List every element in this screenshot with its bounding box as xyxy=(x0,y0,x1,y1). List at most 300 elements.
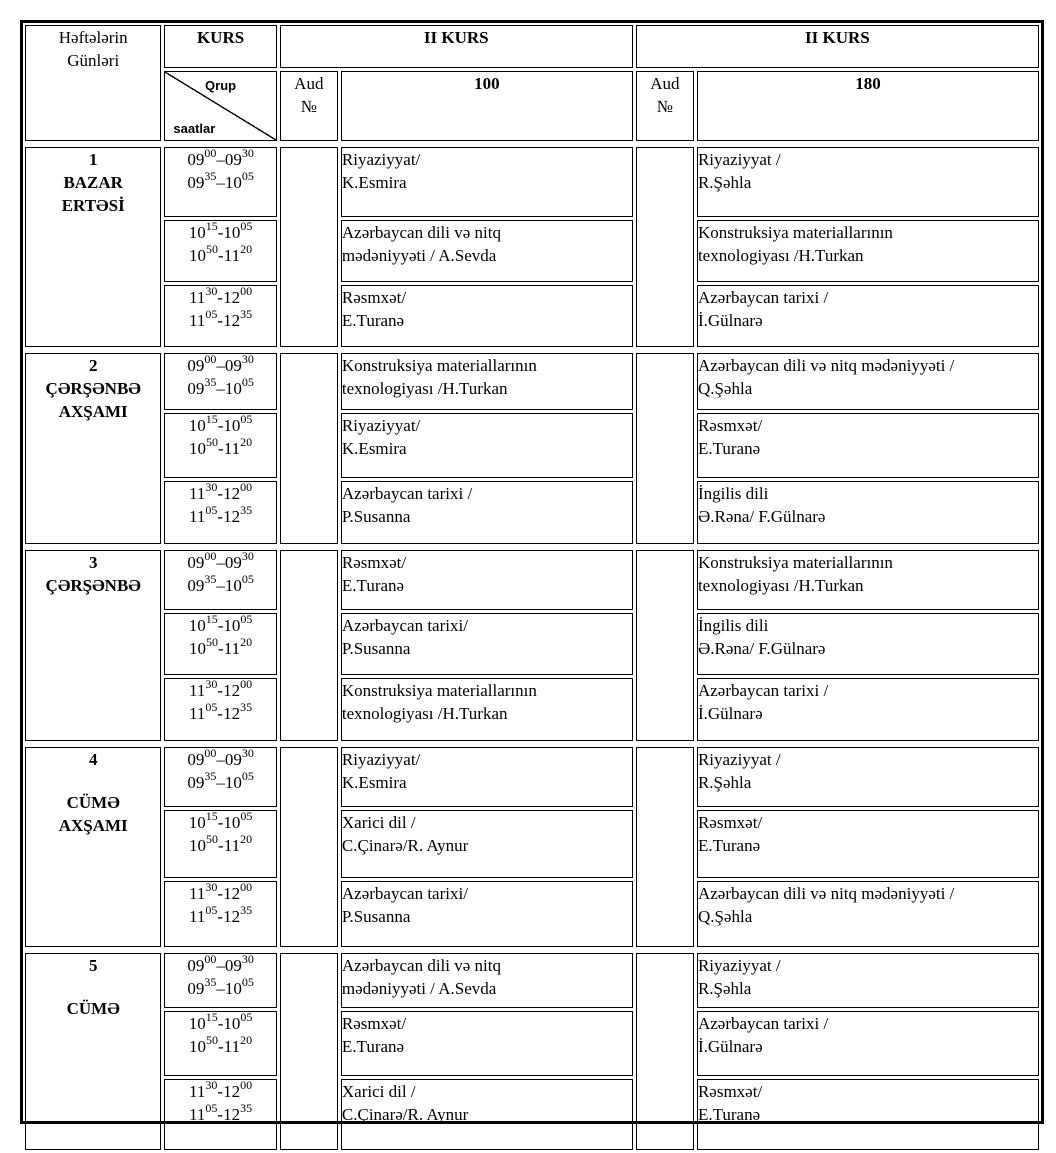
end-hour: 12 xyxy=(223,884,241,903)
schedule-row xyxy=(25,1079,1039,1150)
start-minute: 00 xyxy=(204,746,217,760)
subject-line: Riyaziyyat/ xyxy=(341,416,421,435)
subject-line: Azərbaycan dili və nitq xyxy=(341,223,501,242)
subject-line: Riyaziyyat/ xyxy=(341,150,421,169)
end-minute: 35 xyxy=(240,307,253,321)
subject-line: Konstruksiya materiallarının xyxy=(697,553,893,572)
time-separator: - xyxy=(218,439,224,458)
time-separator: – xyxy=(216,173,225,192)
subject-line: Rəsmxət/ xyxy=(697,416,763,435)
subject-line: texnologiyası /H.Turkan xyxy=(697,576,864,595)
subject-cell-right xyxy=(697,747,1039,807)
time-line xyxy=(165,1035,275,1058)
time-separator: - xyxy=(217,507,224,526)
time-line xyxy=(165,482,275,505)
aud-cell-right xyxy=(636,953,694,1150)
subject-line: P.Susanna xyxy=(341,507,411,526)
time-slot-cell xyxy=(164,220,276,282)
aud-header-left xyxy=(280,71,338,141)
end-minute: 00 xyxy=(240,880,253,894)
time-slot-cell xyxy=(164,413,276,478)
day-number: 3 xyxy=(88,553,98,572)
subject-line: Azərbaycan tarixi / xyxy=(341,484,473,503)
subject-cell-left xyxy=(341,810,633,878)
start-hour: 09 xyxy=(187,173,205,192)
time-line xyxy=(165,1080,275,1103)
end-minute: 35 xyxy=(240,503,253,517)
subject-cell-left xyxy=(341,550,633,610)
schedule-row xyxy=(25,810,1039,878)
subject-cell-right xyxy=(697,413,1039,478)
schedule-row xyxy=(25,220,1039,282)
time-line xyxy=(165,221,275,244)
end-hour: 10 xyxy=(224,773,242,792)
start-minute: 15 xyxy=(205,412,218,426)
day-number: 2 xyxy=(88,356,98,375)
start-hour: 10 xyxy=(189,1037,207,1056)
subject-line: Azərbaycan dili və nitq xyxy=(341,956,501,975)
time-slot-cell xyxy=(164,678,276,741)
time-separator: – xyxy=(216,150,225,169)
end-hour: 12 xyxy=(223,1105,241,1124)
time-separator: – xyxy=(216,773,225,792)
day-cell xyxy=(25,953,161,1150)
subject-cell-left xyxy=(341,285,633,347)
end-hour: 11 xyxy=(223,639,241,658)
end-hour: 12 xyxy=(223,484,241,503)
time-line xyxy=(165,637,275,660)
subject-line: K.Esmira xyxy=(341,439,407,458)
subject-line: E.Turanə xyxy=(341,1037,405,1056)
subject-line: Azərbaycan tarixi / xyxy=(697,681,829,700)
end-hour: 10 xyxy=(224,979,242,998)
header-row-1 xyxy=(25,25,1039,68)
end-minute: 00 xyxy=(240,1078,253,1092)
end-minute: 35 xyxy=(240,1101,253,1115)
aud-cell-left xyxy=(280,147,338,347)
subject-line: Xarici dil / xyxy=(341,1082,416,1101)
end-hour: 10 xyxy=(223,616,241,635)
start-hour: 09 xyxy=(187,576,205,595)
schedule-row xyxy=(25,147,1039,217)
time-line xyxy=(165,309,275,332)
schedule-row xyxy=(25,285,1039,347)
end-minute: 05 xyxy=(240,809,253,823)
start-minute: 00 xyxy=(204,549,217,563)
day-name-line1: ÇƏRŞƏNBƏ xyxy=(45,379,141,398)
start-minute: 15 xyxy=(205,219,218,233)
subject-line: Rəsmxət/ xyxy=(697,813,763,832)
aud-cell-right xyxy=(636,747,694,947)
end-minute: 00 xyxy=(240,677,253,691)
time-slot-cell xyxy=(164,285,276,347)
subject-line: Rəsmxət/ xyxy=(697,1082,763,1101)
start-minute: 05 xyxy=(205,307,218,321)
time-slot-cell xyxy=(164,1079,276,1150)
subject-cell-right xyxy=(697,481,1039,544)
subject-line: Riyaziyyat/ xyxy=(341,750,421,769)
start-hour: 09 xyxy=(187,150,205,169)
time-separator: - xyxy=(218,246,224,265)
time-separator: - xyxy=(217,1105,224,1124)
days-header xyxy=(25,25,161,141)
subject-line: İ.Gülnarə xyxy=(697,311,763,330)
aud-cell-left xyxy=(280,353,338,544)
subject-line: Xarici dil / xyxy=(341,813,416,832)
start-minute: 30 xyxy=(205,1078,218,1092)
time-separator: - xyxy=(217,223,224,242)
time-line xyxy=(165,954,275,977)
start-minute: 15 xyxy=(205,1010,218,1024)
subject-line: Azərbaycan tarixi / xyxy=(697,288,829,307)
course-header-right: II KURS xyxy=(636,25,1039,68)
schedule-row xyxy=(25,747,1039,807)
subject-line: İngilis dili xyxy=(697,484,769,503)
subject-cell-right xyxy=(697,550,1039,610)
end-minute: 35 xyxy=(240,903,253,917)
subject-cell-right xyxy=(697,613,1039,675)
end-minute: 30 xyxy=(241,952,254,966)
time-slot-cell xyxy=(164,1011,276,1076)
subject-line: P.Susanna xyxy=(341,639,411,658)
time-line xyxy=(165,771,275,794)
subject-line: texnologiyası /H.Turkan xyxy=(341,379,508,398)
subject-line: R.Şəhla xyxy=(697,773,752,792)
subject-cell-left xyxy=(341,678,633,741)
time-separator: - xyxy=(217,1014,224,1033)
aud-cell-right xyxy=(636,550,694,741)
start-hour: 10 xyxy=(188,1014,206,1033)
subject-line: Konstruksiya materiallarının xyxy=(341,681,537,700)
subject-line: Azərbaycan dili və nitq mədəniyyəti / xyxy=(697,356,955,375)
end-hour: 10 xyxy=(224,576,242,595)
day-number: 5 xyxy=(88,956,98,975)
schedule-row xyxy=(25,353,1039,410)
start-hour: 09 xyxy=(187,553,205,572)
schedule-row xyxy=(25,953,1039,1008)
start-hour: 10 xyxy=(188,616,206,635)
subject-line: E.Turanə xyxy=(341,311,405,330)
kurs-header: KURS xyxy=(164,25,276,68)
subject-cell-left xyxy=(341,881,633,947)
start-minute: 05 xyxy=(205,1101,218,1115)
end-minute: 05 xyxy=(241,572,254,586)
header-row-2 xyxy=(25,71,1039,141)
end-minute: 30 xyxy=(241,352,254,366)
time-separator: – xyxy=(216,750,225,769)
subject-line: P.Susanna xyxy=(341,907,411,926)
end-minute: 05 xyxy=(240,612,253,626)
time-line xyxy=(165,171,275,194)
subject-line: Q.Şəhla xyxy=(697,379,753,398)
subject-line: Rəsmxət/ xyxy=(341,553,407,572)
time-line xyxy=(165,505,275,528)
subject-line: Q.Şəhla xyxy=(697,907,753,926)
start-hour: 10 xyxy=(188,813,206,832)
time-separator: – xyxy=(216,576,225,595)
time-line xyxy=(165,244,275,267)
time-line xyxy=(165,811,275,834)
time-separator: - xyxy=(217,311,224,330)
subject-line: E.Turanə xyxy=(697,836,761,855)
subject-line: C.Çinarə/R. Aynur xyxy=(341,1105,469,1124)
subject-cell-left xyxy=(341,413,633,478)
time-line xyxy=(165,286,275,309)
time-line xyxy=(165,551,275,574)
time-separator: - xyxy=(217,884,224,903)
aud-cell-right xyxy=(636,353,694,544)
end-minute: 05 xyxy=(240,1010,253,1024)
end-hour: 09 xyxy=(224,150,242,169)
schedule-row xyxy=(25,1011,1039,1076)
day-name-line2: ERTƏSİ xyxy=(61,196,125,215)
time-separator: - xyxy=(217,484,224,503)
day-cell xyxy=(25,147,161,347)
time-separator: - xyxy=(217,907,224,926)
days-header-line1: Həftələrin xyxy=(58,28,128,47)
subject-line: Azərbaycan dili və nitq mədəniyyəti / xyxy=(697,884,955,903)
day-name-line1: CÜMƏ xyxy=(66,793,120,812)
subject-line: İ.Gülnarə xyxy=(697,704,763,723)
subject-cell-left xyxy=(341,1079,633,1150)
end-hour: 10 xyxy=(224,379,242,398)
time-separator: - xyxy=(217,1082,224,1101)
day-spacer xyxy=(26,977,160,997)
start-minute: 05 xyxy=(205,700,218,714)
end-hour: 12 xyxy=(223,907,241,926)
subject-line: mədəniyyəti / A.Sevda xyxy=(341,979,497,998)
end-hour: 11 xyxy=(223,246,241,265)
start-minute: 50 xyxy=(206,832,219,846)
group-header-right: 180 xyxy=(697,71,1039,141)
time-slot-cell xyxy=(164,953,276,1008)
start-hour: 11 xyxy=(189,311,206,330)
subject-line: Rəsmxət/ xyxy=(341,288,407,307)
time-line xyxy=(165,702,275,725)
end-hour: 11 xyxy=(223,1037,241,1056)
subject-line: Riyaziyyat / xyxy=(697,956,781,975)
time-line xyxy=(165,414,275,437)
end-minute: 00 xyxy=(240,284,253,298)
end-minute: 05 xyxy=(241,169,254,183)
time-line xyxy=(165,834,275,857)
subject-cell-right xyxy=(697,1011,1039,1076)
subject-line: R.Şəhla xyxy=(697,979,752,998)
day-number: 1 xyxy=(88,150,98,169)
day-name-line1: CÜMƏ xyxy=(66,999,120,1018)
start-hour: 11 xyxy=(189,681,206,700)
subject-line: E.Turanə xyxy=(341,576,405,595)
end-minute: 35 xyxy=(240,700,253,714)
subject-line: Azərbaycan tarixi / xyxy=(697,1014,829,1033)
aud-cell-right xyxy=(636,147,694,347)
subject-cell-left xyxy=(341,220,633,282)
start-minute: 50 xyxy=(206,242,219,256)
subject-cell-left xyxy=(341,613,633,675)
time-separator: – xyxy=(216,356,225,375)
time-line xyxy=(165,354,275,377)
end-hour: 12 xyxy=(223,704,241,723)
subject-line: E.Turanə xyxy=(697,1105,761,1124)
subject-cell-right xyxy=(697,881,1039,947)
start-minute: 50 xyxy=(206,435,219,449)
hours-label: saatlar xyxy=(173,121,216,136)
end-minute: 20 xyxy=(240,635,253,649)
start-hour: 11 xyxy=(189,907,206,926)
end-hour: 10 xyxy=(224,173,242,192)
start-hour: 09 xyxy=(187,956,205,975)
subject-cell-left xyxy=(341,147,633,217)
day-cell xyxy=(25,353,161,544)
start-hour: 11 xyxy=(189,884,206,903)
start-minute: 15 xyxy=(205,612,218,626)
time-line xyxy=(165,882,275,905)
start-hour: 10 xyxy=(189,639,207,658)
start-hour: 09 xyxy=(187,379,205,398)
start-minute: 00 xyxy=(204,146,217,160)
day-name-line1: ÇƏRŞƏNBƏ xyxy=(45,576,141,595)
days-header-line2: Günləri xyxy=(67,51,120,70)
aud-header-right-line2: № xyxy=(656,97,673,116)
subject-cell-left xyxy=(341,953,633,1008)
start-hour: 10 xyxy=(188,223,206,242)
end-minute: 05 xyxy=(241,769,254,783)
time-line xyxy=(165,437,275,460)
day-cell xyxy=(25,550,161,741)
start-hour: 11 xyxy=(189,1105,206,1124)
subject-cell-right xyxy=(697,353,1039,410)
end-minute: 20 xyxy=(240,435,253,449)
subject-cell-right xyxy=(697,810,1039,878)
start-hour: 11 xyxy=(189,704,206,723)
subject-line: İ.Gülnarə xyxy=(697,1037,763,1056)
time-slot-cell xyxy=(164,353,276,410)
start-hour: 11 xyxy=(189,288,206,307)
start-hour: 09 xyxy=(187,750,205,769)
time-separator: – xyxy=(216,979,225,998)
end-hour: 12 xyxy=(223,1082,241,1101)
time-separator: - xyxy=(218,1037,224,1056)
schedule-row xyxy=(25,613,1039,675)
schedule-row xyxy=(25,678,1039,741)
end-minute: 20 xyxy=(240,832,253,846)
subject-line: mədəniyyəti / A.Sevda xyxy=(341,246,497,265)
end-minute: 20 xyxy=(240,1033,253,1047)
subject-line: R.Şəhla xyxy=(697,173,752,192)
schedule-row xyxy=(25,550,1039,610)
subject-line: İngilis dili xyxy=(697,616,769,635)
time-line xyxy=(165,614,275,637)
start-minute: 00 xyxy=(204,352,217,366)
subject-cell-right xyxy=(697,220,1039,282)
time-line xyxy=(165,148,275,171)
start-minute: 30 xyxy=(205,677,218,691)
start-minute: 35 xyxy=(204,769,217,783)
subject-line: Konstruksiya materiallarının xyxy=(341,356,537,375)
schedule-row xyxy=(25,413,1039,478)
end-minute: 20 xyxy=(240,242,253,256)
schedule-row xyxy=(25,481,1039,544)
subject-line: Riyaziyyat / xyxy=(697,750,781,769)
time-slot-cell xyxy=(164,550,276,610)
subject-line: Ə.Rəna/ F.Gülnarə xyxy=(697,507,826,526)
start-minute: 35 xyxy=(204,975,217,989)
subject-line: Konstruksiya materiallarının xyxy=(697,223,893,242)
end-hour: 10 xyxy=(223,1014,241,1033)
time-slot-cell xyxy=(164,481,276,544)
end-hour: 09 xyxy=(224,956,242,975)
time-slot-cell xyxy=(164,881,276,947)
start-hour: 09 xyxy=(187,356,205,375)
start-hour: 10 xyxy=(189,836,207,855)
subject-cell-right xyxy=(697,147,1039,217)
time-separator: - xyxy=(217,704,224,723)
subject-cell-left xyxy=(341,481,633,544)
day-spacer xyxy=(26,771,160,791)
time-line xyxy=(165,977,275,1000)
subject-line: Azərbaycan tarixi/ xyxy=(341,884,468,903)
time-line xyxy=(165,1012,275,1035)
start-hour: 10 xyxy=(189,439,207,458)
end-hour: 10 xyxy=(223,813,241,832)
time-separator: - xyxy=(217,416,224,435)
end-hour: 09 xyxy=(224,750,242,769)
subject-line: K.Esmira xyxy=(341,773,407,792)
start-hour: 11 xyxy=(189,1082,206,1101)
group-header-left: 100 xyxy=(341,71,633,141)
end-minute: 00 xyxy=(240,480,253,494)
time-separator: - xyxy=(218,836,224,855)
subject-cell-left xyxy=(341,353,633,410)
start-minute: 05 xyxy=(205,903,218,917)
aud-header-left-line2: № xyxy=(300,97,317,116)
start-minute: 30 xyxy=(205,480,218,494)
time-separator: – xyxy=(216,553,225,572)
time-line xyxy=(165,748,275,771)
end-hour: 12 xyxy=(223,288,241,307)
time-line xyxy=(165,574,275,597)
aud-cell-left xyxy=(280,953,338,1150)
time-line xyxy=(165,679,275,702)
time-slot-cell xyxy=(164,747,276,807)
start-minute: 35 xyxy=(204,572,217,586)
subject-line: E.Turanə xyxy=(697,439,761,458)
time-line xyxy=(165,1103,275,1126)
time-separator: - xyxy=(217,681,224,700)
schedule-row xyxy=(25,881,1039,947)
end-minute: 30 xyxy=(241,746,254,760)
subject-cell-right xyxy=(697,678,1039,741)
start-minute: 05 xyxy=(205,503,218,517)
day-cell xyxy=(25,747,161,947)
day-name-line2: AXŞAMI xyxy=(58,816,128,835)
start-minute: 15 xyxy=(205,809,218,823)
subject-line: Ə.Rəna/ F.Gülnarə xyxy=(697,639,826,658)
subject-line: C.Çinarə/R. Aynur xyxy=(341,836,469,855)
end-hour: 10 xyxy=(223,223,241,242)
start-hour: 10 xyxy=(189,246,207,265)
end-hour: 11 xyxy=(223,439,241,458)
aud-header-right xyxy=(636,71,694,141)
subject-line: Rəsmxət/ xyxy=(341,1014,407,1033)
time-separator: - xyxy=(217,288,224,307)
time-line xyxy=(165,377,275,400)
start-minute: 30 xyxy=(205,284,218,298)
start-hour: 09 xyxy=(187,979,205,998)
start-minute: 30 xyxy=(205,880,218,894)
end-hour: 10 xyxy=(223,416,241,435)
time-separator: – xyxy=(216,379,225,398)
